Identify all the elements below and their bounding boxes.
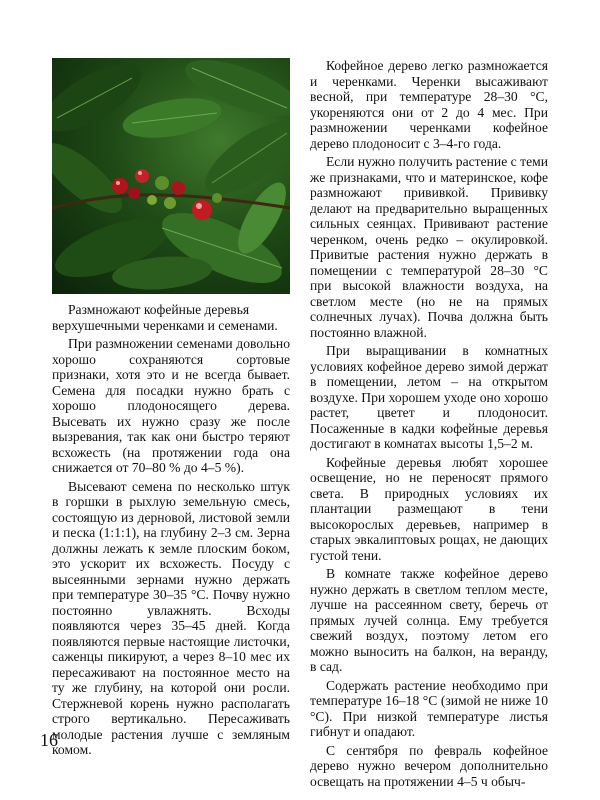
paragraph: В комнате также кофейное дерево нужно держать в светлом теплом месте, лучше на рассеянном свету, беречь от прямых лучей солнца. Ему требуется свежий воздух, поэтому летом его можно выносить на балкон, на веранду, в сад. [310, 566, 548, 674]
coffee-branch-illustration [52, 58, 290, 294]
paragraph: При выращивании в комнатных условиях кофейное дерево зимой держат в помещении, летом – на открытом воздухе. При хорошем уходе оно хорошо растет, цветет и плодоносит. Посаженные в кадки кофейные деревья достигают в комнатах высоты 1,5–2 м. [310, 343, 548, 451]
left-column [52, 58, 290, 758]
right-column [310, 58, 548, 789]
paragraph: Кофейные деревья любят хорошее освещение, но не переносят прямого света. В природных условиях их плантации размещают в тени высокорослых деревьев, например в старых эвкалиптовых рощах, не дающих густой тени. [310, 454, 548, 563]
paragraph: Высевают семена по несколько штук в горшки в рыхлую земельную смесь, состоящую из дерновой, листовой земли и песка (1:1:1), на глубину 2–3 см. Зерна должны лежать к земле плоским боком, это ускорит их всхожесть. Посуду с высеянными зернами нужно держать при температуре 30–35 °С. Почву нужно постоянно увлажнять. Всходы появляются через 35–45 дней. Когда появляются первые настоящие листочки, саженцы пикируют, а через 8–10 мес их пересаживают на постоянное место на ту же глубину, на которой они росли. Стержневой корень нужно располагать строго вертикально. Пересаживать молодые растения лучше с земляным комом. [52, 478, 290, 757]
paragraph: С сентября по февраль кофейное дерево нужно вечером дополнительно освещать на протяжении 4–5 ч обыч- [310, 742, 548, 789]
paragraph: Если нужно получить растение с теми же признаками, что и материнское, кофе размножают прививкой. Прививку делают на предварительно выращенных сильных сеянцах. Прививают растение черенком, очень редко – окулировкой. Привитые растения нужно держать в помещении с температурой 28–30 °С при высокой влажности воздуха, на светлом месте (но не на прямых солнечных лучах). Почва должна быть постоянно влажной. [310, 154, 548, 340]
photo-caption: Размножают кофейные деревья верхушечными черенками и семенами. [52, 302, 278, 333]
paragraph: При размножении семенами довольно хорошо сохраняются сортовые признаки, хотя это и не всегда бывает. Семена для посадки нужно брать с хорошо плодоносящего дерева. Высевать их нужно сразу же после вызревания, так как они быстро теряют всхожесть (на протяжении года она снижается от 70–80 % до 4–5 %). [52, 336, 290, 475]
page-number: 16 [40, 730, 58, 750]
paragraph: Кофейное дерево легко размножается и черенками. Черенки высаживают весной, при температуре 28–30 °С, укореняются они от 2 до 4 мес. При размножении черенками кофейное дерево плодоносит с 3–4-го года. [310, 58, 548, 151]
paragraph: Содержать растение необходимо при температуре 16–18 °С (зимой не ниже 10 °С). При низкой температуре листья гибнут и опадают. [310, 677, 548, 739]
coffee-branch-photo [52, 58, 290, 294]
